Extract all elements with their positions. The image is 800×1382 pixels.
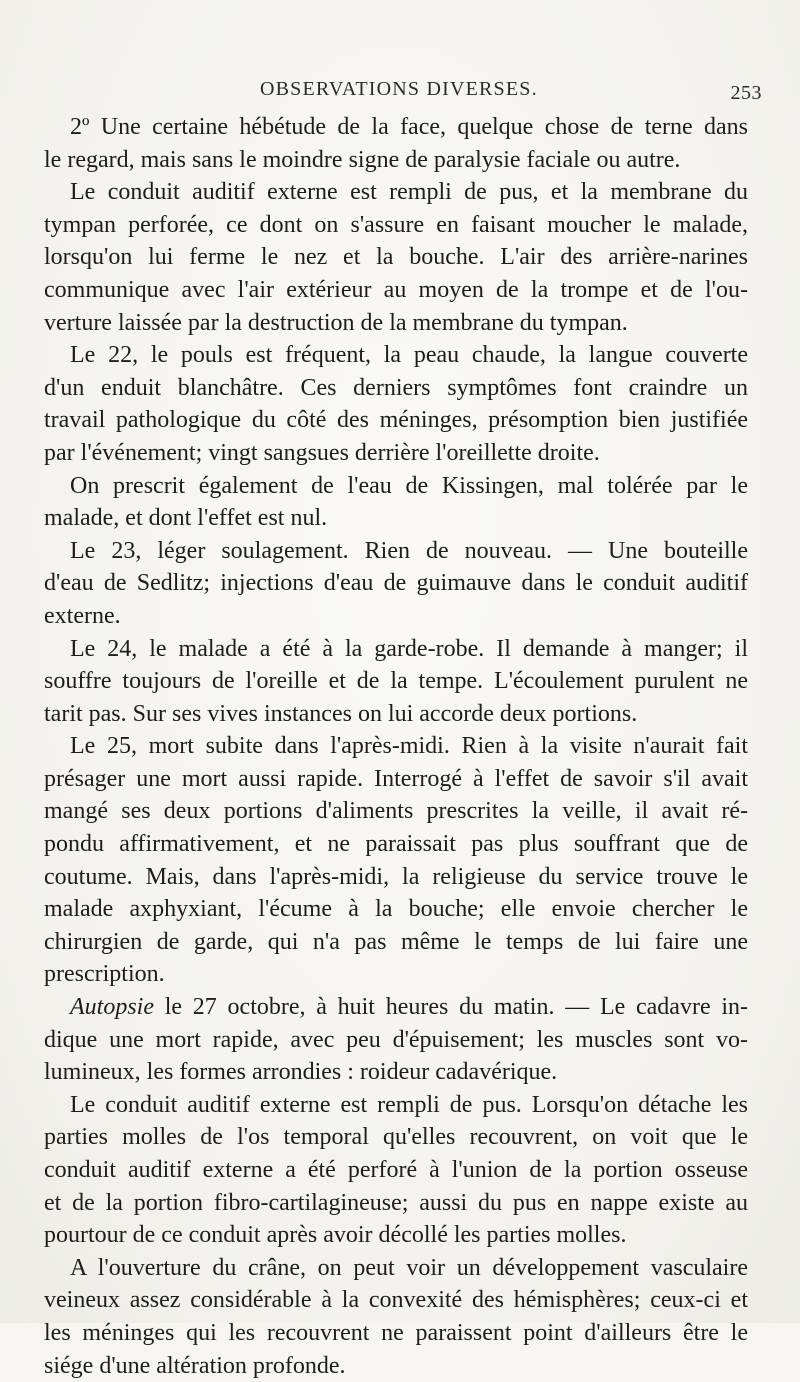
text-line	[44, 1187, 748, 1220]
text-line	[44, 307, 748, 340]
text-line	[44, 1089, 748, 1122]
line-text: 2º Une certaine hébétude de la face, quelque chose de terne dans	[70, 114, 748, 140]
line-text: parties molles de l'os temporal qu'elles recouvrent, on voit que le	[44, 1124, 748, 1151]
line-text: conduit auditif externe a été perforé à l'union de la portion osseuse	[44, 1157, 748, 1183]
line-text: veineux assez considérable à la convexité des hémisphères; ceux-ci et	[44, 1287, 748, 1314]
text-line	[44, 372, 748, 405]
line-text: A l'ouverture du crâne, on peut voir un développement vasculaire	[70, 1254, 748, 1281]
text-line	[44, 339, 748, 372]
text-line	[44, 665, 748, 698]
italic-term: Autopsie	[70, 994, 154, 1021]
line-text: d'eau de Sedlitz; injections d'eau de guimauve dans le conduit auditif	[44, 570, 748, 597]
text-line	[44, 600, 748, 633]
line-text: prescription.	[44, 961, 165, 988]
text-line	[44, 1350, 748, 1382]
line-text: tarit pas. Sur ses vives instances on lui accorde deux portions.	[44, 700, 638, 727]
text-line	[44, 730, 748, 763]
line-text: chirurgien de garde, qui n'a pas même le temps de lui faire une	[44, 928, 748, 955]
line-text: par l'événement; vingt sangsues derrière l'oreillette droite.	[44, 439, 600, 466]
line-text: siége d'une altération profonde.	[44, 1352, 346, 1379]
text-line	[44, 144, 748, 177]
line-text: malade axphyxiant, l'écume à la bouche; elle envoie chercher le	[44, 896, 748, 923]
text-line	[44, 502, 748, 535]
page-number: 253	[730, 82, 762, 104]
line-text: le regard, mais sans le moindre signe de paralysie faciale ou autre.	[44, 146, 681, 173]
line-text: lorsqu'on lui ferme le nez et la bouche. L'air des arrière-narines	[44, 244, 748, 271]
line-text: pourtour de ce conduit après avoir décollé les parties molles.	[44, 1222, 627, 1249]
text-line	[44, 535, 748, 568]
text-line	[44, 1252, 748, 1285]
text-line	[44, 1154, 748, 1187]
text-line	[44, 274, 748, 307]
text-line	[44, 470, 748, 503]
line-text: travail pathologique du côté des méninges, présomption bien justifiée	[44, 407, 748, 434]
text-line	[44, 633, 748, 666]
text-line	[44, 404, 748, 437]
line-text: malade, et dont l'effet est nul.	[44, 505, 328, 532]
line-text: le 27 octobre, à huit heures du matin. — Le cadavre in-	[154, 994, 748, 1021]
line-text: lumineux, les formes arrondies : roideur cadavérique.	[44, 1059, 558, 1086]
text-line	[44, 176, 748, 209]
text-line	[44, 241, 748, 274]
line-text: communique avec l'air extérieur au moyen de la trompe et de l'ou-	[44, 276, 748, 303]
text-line	[44, 437, 748, 470]
line-text: Le 25, mort subite dans l'après-midi. Rien à la visite n'aurait fait	[70, 733, 748, 760]
text-line	[44, 991, 748, 1024]
text-line	[44, 567, 748, 600]
line-text: dique une mort rapide, avec peu d'épuisement; les muscles sont vo-	[44, 1026, 748, 1053]
text-line	[44, 1024, 748, 1057]
text-line	[44, 1121, 748, 1154]
text-line	[44, 926, 748, 959]
text-line	[44, 893, 748, 926]
line-text: On prescrit également de l'eau de Kissingen, mal tolérée par le	[70, 472, 748, 499]
line-text: verture laissée par la destruction de la membrane du tympan.	[44, 309, 628, 336]
text-line	[44, 828, 748, 861]
line-text: pondu affirmativement, et ne paraissait pas plus souffrant que de	[44, 831, 748, 858]
line-text: et de la portion fibro-cartilagineuse; aussi du pus en nappe existe au	[44, 1189, 748, 1216]
text-line	[44, 698, 748, 731]
line-text: externe.	[44, 602, 121, 629]
text-line	[44, 111, 748, 144]
text-line	[44, 1317, 748, 1350]
line-text: Le 24, le malade a été à la garde-robe. Il demande à manger; il	[70, 635, 748, 662]
line-text: souffre toujours de l'oreille et de la tempe. L'écoulement purulent ne	[44, 668, 748, 695]
text-line	[44, 209, 748, 242]
line-text: mangé ses deux portions d'aliments prescrites la veille, il avait ré-	[44, 798, 748, 825]
line-text: tympan perforée, ce dont on s'assure en faisant moucher le malade,	[44, 211, 748, 238]
body-text	[44, 111, 748, 1382]
line-text: d'un enduit blanchâtre. Ces derniers symptômes font craindre un	[44, 374, 748, 401]
text-line	[44, 795, 748, 828]
line-text: coutume. Mais, dans l'après-midi, la religieuse du service trouve le	[44, 863, 748, 890]
text-line	[44, 763, 748, 796]
line-text: présager une mort aussi rapide. Interrogé à l'effet de savoir s'il avait	[44, 765, 748, 792]
text-line	[44, 1284, 748, 1317]
running-head	[44, 78, 764, 108]
text-line	[44, 958, 748, 991]
line-text: les méninges qui les recouvrent ne paraissent point d'ailleurs être le	[44, 1319, 748, 1346]
text-line	[44, 1056, 748, 1089]
line-text: Le conduit auditif externe est rempli de pus. Lorsqu'on détache les	[70, 1091, 748, 1118]
running-head-title: OBSERVATIONS DIVERSES.	[260, 78, 538, 100]
text-line	[44, 861, 748, 894]
line-text: Le 22, le pouls est fréquent, la peau chaude, la langue couverte	[70, 342, 748, 369]
text-line	[44, 1219, 748, 1252]
line-text: Le 23, léger soulagement. Rien de nouveau. — Une bouteille	[70, 537, 748, 564]
line-text: Le conduit auditif externe est rempli de pus, et la membrane du	[70, 179, 748, 206]
